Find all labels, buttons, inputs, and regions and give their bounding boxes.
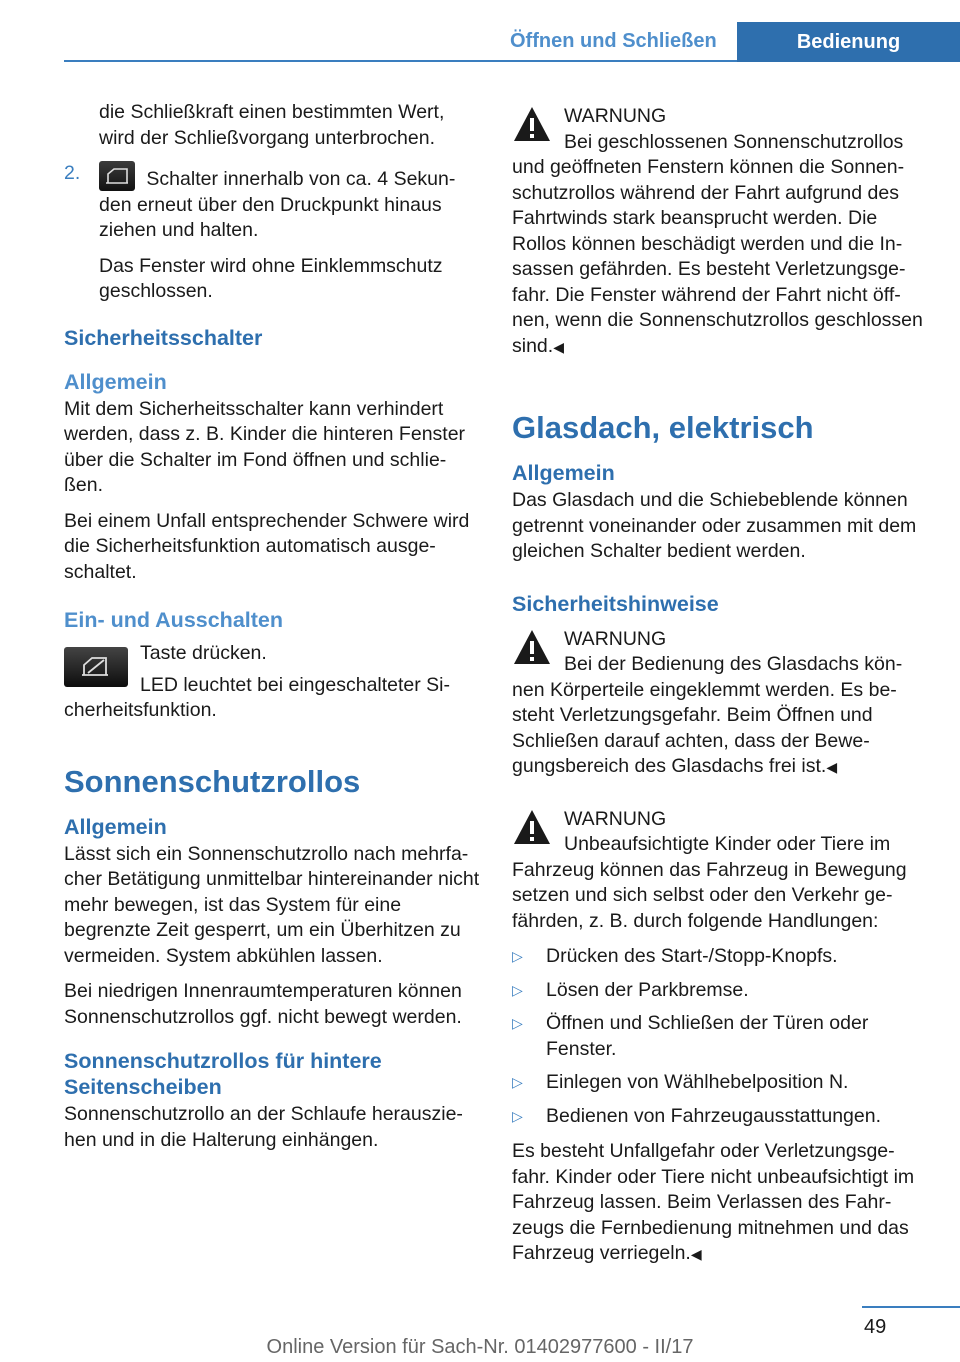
page-number: 49 bbox=[864, 1316, 887, 1338]
step-2-note: Das Fenster wird ohne Einklemmschutz geschlossen. bbox=[99, 254, 443, 302]
footer-rule bbox=[862, 1306, 960, 1308]
bullet-triangle-icon: ▷ bbox=[512, 948, 523, 964]
safety-switch-icon bbox=[64, 647, 128, 687]
list-item: ▷ Bedienen von Fahrzeugausstattungen. bbox=[512, 1104, 932, 1130]
list-item: ▷ Lösen der Parkbremse. bbox=[512, 978, 932, 1004]
bullet-triangle-icon: ▷ bbox=[512, 1107, 523, 1124]
warning-text: Bei geschlossenen Sonnenschutzrollos bbox=[564, 130, 904, 153]
warning-text: Unbeaufsichtigte Kinder oder Tiere im bbox=[564, 833, 891, 855]
warning-title: WARNUNG bbox=[564, 105, 667, 127]
heading-glasdach: Glasdach, elektrisch bbox=[512, 410, 814, 445]
heading-hintere-seitenscheiben: Sonnenschutzrollos für hintere Seitenscheiben bbox=[64, 1049, 382, 1099]
step-2 bbox=[64, 161, 484, 244]
heading-allgemein: Allgemein bbox=[64, 814, 167, 839]
warning-title: WARNUNG bbox=[564, 627, 667, 650]
list-item: ▷ Einlegen von Wählhebelposition N. bbox=[512, 1070, 932, 1096]
list-item: ▷ Drücken des Start-/Stopp-Knopfs. bbox=[512, 944, 932, 970]
warning-text: nen Körperteile eingeklemmt werden. Es be-steht Verletzungsgefahr. Beim Öffnen und Schließen darauf achten, dass der Bewe-gungsbereich des Glasdachs frei ist.◀ bbox=[512, 678, 897, 777]
paragraph: Mit dem Sicherheitsschalter kann verhindert werden, dass z. B. Kinder die hinteren Fenster über die Schalter im Fond öffnen und schlie-ßen. bbox=[64, 397, 466, 496]
bullet-triangle-icon: ▷ bbox=[512, 981, 523, 998]
heading-ein-ausschalten: Ein- und Ausschalten bbox=[64, 608, 283, 632]
paragraph: Taste drücken. bbox=[140, 642, 267, 664]
paragraph: Bei niedrigen Innenraumtemperaturen können Sonnenschutzrollos ggf. nicht bewegt werden. bbox=[64, 980, 462, 1028]
right-column bbox=[512, 104, 932, 1278]
bullet-triangle-icon: ▷ bbox=[512, 1074, 523, 1090]
warning-title: WARNUNG bbox=[564, 807, 667, 830]
bullet-triangle-icon: ▷ bbox=[512, 1015, 523, 1031]
bullet-list bbox=[512, 944, 932, 1129]
paragraph: Das Glasdach und die Schiebeblende können getrennt voneinander oder zusammen mit dem gleichen Schalter bedient werden. bbox=[512, 489, 917, 562]
paragraph: LED leuchtet bei eingeschalteter Si-cherheitsfunktion. bbox=[64, 673, 451, 721]
page-header bbox=[0, 0, 960, 62]
step-number: 2. bbox=[64, 162, 81, 184]
heading-sicherheitsschalter: Sicherheitsschalter bbox=[64, 325, 263, 350]
end-mark-icon: ◀ bbox=[553, 338, 564, 355]
end-mark-icon: ◀ bbox=[826, 759, 838, 775]
paragraph: Sonnenschutzrollo an der Schlaufe herauszie-hen und in die Halterung einhängen. bbox=[64, 1103, 463, 1151]
heading-sicherheitshinweise: Sicherheitshinweise bbox=[512, 591, 719, 616]
warning-text: Fahrzeug können das Fahrzeug in Bewegung setzen und sich selbst oder den Verkehr ge-fährden, z. B. durch folgende Handlungen: bbox=[512, 858, 907, 932]
warning-text: Bei der Bedienung des Glasdachs kön- bbox=[564, 653, 903, 675]
safety-switch-block bbox=[64, 641, 484, 724]
warning-2 bbox=[512, 627, 932, 678]
window-switch-icon bbox=[99, 161, 135, 191]
warning-3 bbox=[512, 807, 932, 858]
warning-icon bbox=[512, 807, 552, 847]
header-section-title: Öffnen und Schließen bbox=[510, 30, 717, 52]
paragraph: Lässt sich ein Sonnenschutzrollo nach mehrfa-cher Betätigung unmittelbar hintereinander nicht mehr bewegen, ist das System für eine begrenzte Zeit gesperrt, um ein Überhitzen zu vermeiden. System abkühlen lassen. bbox=[64, 842, 480, 967]
header-chapter-tab: Bedienung bbox=[737, 22, 960, 62]
step-2-text: Schalter innerhalb von ca. 4 Sekun-den erneut über den Druckpunkt hinaus ziehen und halten. bbox=[99, 168, 456, 241]
list-item: ▷ Öffnen und Schließen der Türen oder Fenster. bbox=[512, 1012, 869, 1060]
warning-icon bbox=[512, 627, 552, 667]
paragraph: Es besteht Unfallgefahr oder Verletzungsge-fahr. Kinder oder Tiere nicht unbeaufsichtigt im Fahrzeug lassen. Beim Verlassen des Fahr-zeugs die Fernbedienung mitnehmen und das Fahrzeug verriegeln.◀ bbox=[512, 1140, 915, 1264]
heading-allgemein: Allgemein bbox=[64, 369, 167, 394]
warning-text: und geöffneten Fenstern können die Sonnen-schutzrollos während der Fahrt aufgrund des Fahrtwinds stark beansprucht werden. Die Rollos können beschädigt werden und die In-sassen gefährden. Es besteht Verletzungsge-fahr. Die Fenster während der Fahrt nicht öff-nen, wenn die Sonnenschutzrollos geschlossen sind.◀ bbox=[512, 156, 923, 357]
paragraph: Bei einem Unfall entsprechender Schwere wird die Sicherheitsfunktion automatisch ausge-schaltet. bbox=[64, 509, 470, 583]
intro-text: die Schließkraft einen bestimmten Wert, wird der Schließvorgang unterbrochen. bbox=[99, 101, 445, 149]
end-mark-icon: ◀ bbox=[690, 1246, 702, 1262]
warning-1 bbox=[512, 104, 932, 155]
heading-allgemein: Allgemein bbox=[512, 461, 615, 485]
warning-icon bbox=[512, 104, 552, 144]
left-column bbox=[64, 100, 484, 1163]
online-version-note: Online Version für Sach-Nr. 01402977600 - II/17 bbox=[266, 1336, 694, 1358]
heading-sonnenschutzrollos: Sonnenschutzrollos bbox=[64, 763, 361, 799]
